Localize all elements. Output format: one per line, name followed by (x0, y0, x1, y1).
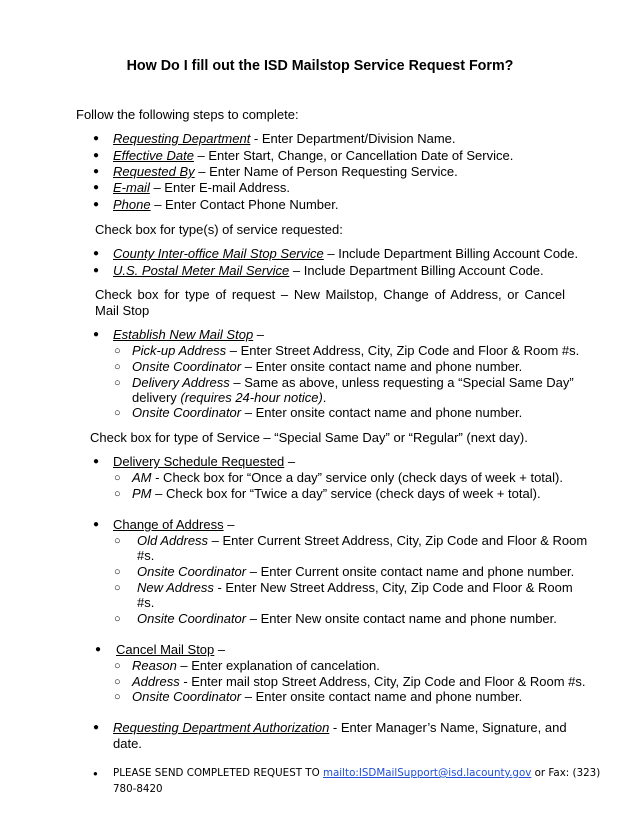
list-item (132, 375, 574, 391)
list-item (132, 658, 380, 674)
item-text: – Enter Current Street Address, City, Zip Code and Floor & Room (208, 533, 588, 548)
delivery-suffix: – (284, 454, 296, 469)
bullet-icon: ● (93, 166, 100, 177)
list-item-continuation (132, 390, 326, 406)
section-heading (113, 517, 234, 533)
section-heading (113, 454, 295, 470)
list-item (113, 148, 513, 164)
list-item-continuation: #s. (137, 548, 155, 563)
bullet-icon: ● (93, 456, 100, 467)
circle-bullet-icon: ○ (114, 676, 121, 688)
item-label: Address (132, 674, 180, 689)
step-text: – Enter Contact Phone Number. (150, 197, 339, 212)
page-title: How Do I fill out the ISD Mailstop Service Request Form? (126, 58, 514, 74)
item-text: – Enter explanation of cancelation. (176, 658, 380, 673)
item-text: – Enter Street Address, City, Zip Code and Floor & Room #s. (226, 343, 580, 358)
service-text: – Include Department Billing Account Code. (289, 263, 544, 278)
item-label: Onsite Coordinator (137, 611, 247, 626)
footer-suffix: or Fax: (323) (531, 767, 601, 779)
bullet-icon: ● (93, 133, 100, 144)
list-item (132, 405, 522, 421)
circle-bullet-icon: ○ (114, 345, 121, 357)
circle-bullet-icon: ○ (114, 407, 121, 419)
item-label: Pick-up Address (132, 343, 227, 358)
item-text: – Enter onsite contact name and phone number. (241, 359, 523, 374)
item-label: Reason (132, 658, 177, 673)
list-item (137, 580, 573, 596)
list-item (137, 533, 587, 549)
authorization-text: - Enter Manager’s Name, Signature, and (329, 720, 567, 735)
circle-bullet-icon: ○ (114, 613, 121, 625)
item-label: AM (132, 470, 152, 485)
item-text: - Check box for “Once a day” service only (check days of week + total). (151, 470, 563, 485)
service-type-intro: Check box for type(s) of service requested: (95, 222, 343, 237)
circle-bullet-icon: ○ (114, 377, 121, 389)
item-text: – Check box for “Twice a day” service (check days of week + total). (151, 486, 541, 501)
bullet-icon: ● (93, 519, 100, 530)
circle-bullet-icon: ○ (114, 566, 121, 578)
item-text: – Enter New onsite contact name and phone number. (246, 611, 557, 626)
list-item (113, 180, 290, 196)
list-item (132, 470, 563, 486)
step-label: E-mail (113, 180, 150, 195)
item-text: delivery (132, 390, 181, 405)
step-label: Phone (113, 197, 151, 212)
circle-bullet-icon: ○ (114, 691, 121, 703)
list-item-continuation: #s. (137, 595, 155, 610)
circle-bullet-icon: ○ (114, 361, 121, 373)
cancel-suffix: – (214, 642, 226, 657)
item-text: – Enter onsite contact name and phone number. (241, 689, 523, 704)
establish-label: Establish New Mail Stop (113, 327, 254, 342)
cancel-label: Cancel Mail Stop (116, 642, 215, 657)
item-end: . (322, 390, 327, 405)
item-text: – Enter onsite contact name and phone number. (241, 405, 523, 420)
circle-bullet-icon: ○ (114, 582, 121, 594)
item-text: - Enter mail stop Street Address, City, Zip Code and Floor & Room #s. (179, 674, 586, 689)
change-label: Change of Address (113, 517, 224, 532)
item-label: Delivery Address (132, 375, 230, 390)
footer-line (113, 766, 600, 781)
list-item-continuation: date. (113, 736, 142, 751)
bullet-icon: ● (93, 150, 100, 161)
bullet-icon: ● (93, 199, 100, 210)
service-label: County Inter-office Mail Stop Service (113, 246, 324, 261)
request-type-intro: Check box for type of request – New Mailstop, Change of Address, or Cancel Mail Stop (95, 287, 565, 318)
item-label: Old Address (137, 533, 209, 548)
circle-bullet-icon: ○ (114, 472, 121, 484)
item-label: Onsite Coordinator (137, 564, 247, 579)
bullet-icon: ● (93, 329, 100, 340)
item-text: – Same as above, unless requesting a “Special Same Day” (229, 375, 574, 390)
list-item (132, 343, 579, 359)
establish-suffix: – (253, 327, 265, 342)
footer-prefix: PLEASE SEND COMPLETED REQUEST TO (113, 767, 323, 779)
step-label: Effective Date (113, 148, 194, 163)
item-label: Onsite Coordinator (132, 405, 242, 420)
circle-bullet-icon: ○ (114, 660, 121, 672)
list-item (113, 263, 544, 279)
authorization-label: Requesting Department Authorization (113, 720, 330, 735)
item-note: (requires 24-hour notice) (180, 390, 323, 405)
item-label: Onsite Coordinator (132, 689, 242, 704)
list-item (132, 689, 522, 705)
bullet-icon: ● (93, 265, 100, 276)
list-item (137, 611, 557, 627)
bullet-icon: ● (93, 769, 98, 778)
item-label: Onsite Coordinator (132, 359, 242, 374)
step-text: – Enter Start, Change, or Cancellation Date of Service. (193, 148, 514, 163)
change-suffix: – (223, 517, 235, 532)
item-text: – Enter Current onsite contact name and phone number. (246, 564, 575, 579)
list-item (113, 246, 578, 262)
step-text: – Enter Name of Person Requesting Service. (194, 164, 458, 179)
list-item (132, 359, 522, 375)
step-text: – Enter E-mail Address. (149, 180, 291, 195)
step-label: Requesting Department (113, 131, 251, 146)
bullet-icon: ● (95, 644, 102, 655)
list-item (113, 164, 458, 180)
section-heading (116, 642, 225, 658)
list-item (113, 197, 338, 213)
step-label: Requested By (113, 164, 195, 179)
circle-bullet-icon: ○ (114, 535, 121, 547)
list-item (132, 674, 586, 690)
item-label: New Address (137, 580, 214, 595)
list-item (132, 486, 541, 502)
section-heading (113, 327, 264, 343)
bullet-icon: ● (93, 182, 100, 193)
service-intro: Check box for type of Service – “Special Same Day” or “Regular” (next day). (90, 430, 528, 445)
service-label: U.S. Postal Meter Mail Service (113, 263, 290, 278)
intro-text: Follow the following steps to complete: (76, 107, 299, 122)
service-text: – Include Department Billing Account Code. (323, 246, 579, 261)
list-item (137, 564, 574, 580)
email-link[interactable]: mailto:ISDMailSupport@isd.lacounty.gov (322, 767, 532, 779)
step-text: - Enter Department/Division Name. (250, 131, 456, 146)
bullet-icon: ● (93, 248, 100, 259)
list-item (113, 720, 567, 736)
list-item (113, 131, 456, 147)
item-text: - Enter New Street Address, City, Zip Code and Floor & Room (213, 580, 573, 595)
footer-line-2: 780-8420 (113, 783, 163, 795)
item-label: PM (132, 486, 152, 501)
delivery-label: Delivery Schedule Requested (113, 454, 285, 469)
bullet-icon: ● (93, 722, 100, 733)
circle-bullet-icon: ○ (114, 488, 121, 500)
